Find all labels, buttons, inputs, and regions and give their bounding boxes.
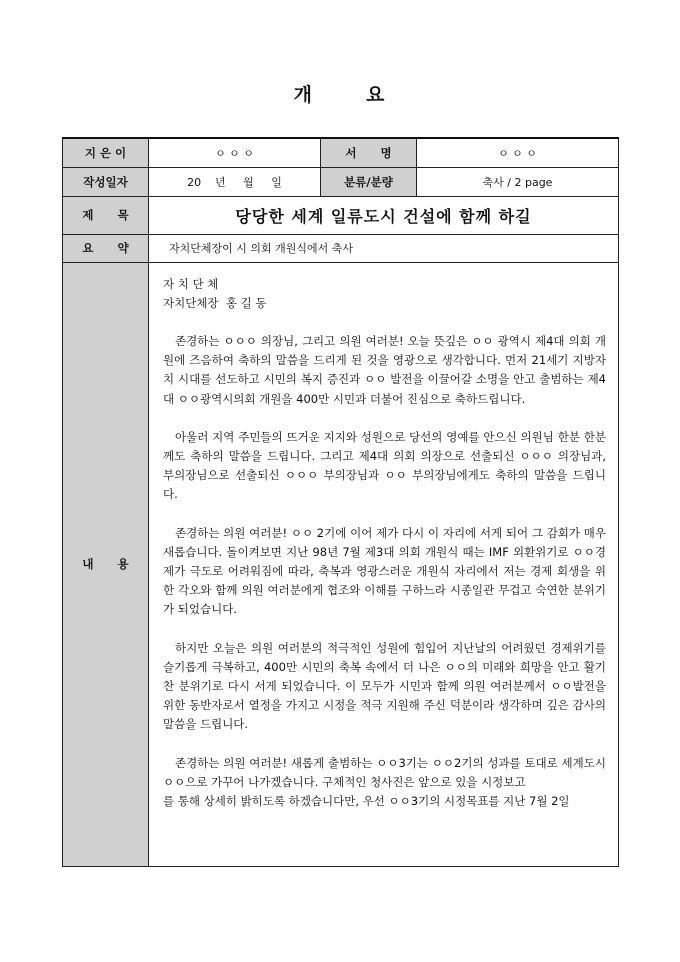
signer-label-char-2: 명: [380, 145, 392, 160]
title-char-1: 개: [293, 84, 314, 106]
content-label-char-2: 용: [117, 557, 129, 571]
summary-label-char-2: 약: [117, 241, 129, 255]
content-body: [149, 262, 619, 866]
signer-value: ㅇ ㅇ ㅇ: [417, 138, 619, 167]
category-label: 분류/분량: [321, 167, 417, 196]
subject-label-char-1: 제: [82, 208, 94, 222]
summary-label: [63, 234, 149, 262]
content-paragraph-tail: 를 통해 상세히 밝히도록 하겠습니다만, 우선 ㅇㅇ3기의 시정목표를 지난 7월 2일: [163, 793, 570, 808]
content-paragraph: 존경하는 의원 여러분! ㅇㅇ 2기에 이어 제가 다시 이 자리에 서게 되어 그 감회가 매우 새롭습니다. 돌이켜보면 지난 98년 7월 제3대 의회 개원식 때는 IMF 외환위기로 ㅇㅇ경제가 극도로 어려워짐에 따라, 축복과 영광스러운 개원식 자리에서 저는 경제 회생을 위한 각오와 함께 의원 여러분에게 협조와 이해를 구하느라 시종일관 무겁고 숙연한 분위기가 되었습니다.: [163, 525, 606, 617]
document-title: [0, 80, 680, 107]
content-header-org: 자 치 단 체: [163, 276, 219, 291]
content-paragraph: 존경하는 의원 여러분! 새롭게 출범하는 ㅇㅇ3기는 ㅇㅇ2기의 성과를 토대로 세계도시 ㅇㅇ으로 가꾸어 나가겠습니다. 구체적인 청사진은 앞으로 있을 시정보고: [163, 755, 606, 789]
subject-label: [63, 196, 149, 234]
signer-label-char-1: 서: [345, 145, 357, 160]
content-paragraph: 존경하는 ㅇㅇㅇ 의장님, 그리고 의원 여러분! 오늘 뜻깊은 ㅇㅇ 광역시 제4대 의회 개원에 즈음하여 축하의 말씀을 드리게 된 것을 영광으로 생각합니다. 먼저 21세기 지방자치 시대를 선도하고 시민의 복지 증진과 ㅇㅇ 발전을 이끌어갈 소명을 안고 출범하는 제4대 ㅇㅇ광역시의회 개원을 400만 시민과 더불어 진심으로 축하드립니다.: [163, 333, 606, 406]
subject-label-char-2: 목: [117, 208, 129, 222]
overview-table: [62, 137, 619, 867]
subject-value: 당당한 세계 일류도시 건설에 함께 하길: [149, 196, 619, 234]
content-header-speaker: 자치단체장 홍 길 동: [163, 295, 267, 310]
summary-value: 자치단체장이 시 의회 개원식에서 축사: [149, 234, 619, 262]
date-label: 작성일자: [63, 167, 149, 196]
date-value: 20 년 월 일: [149, 167, 321, 196]
content-paragraph: 하지만 오늘은 의원 여러분의 적극적인 성원에 힘입어 지난날의 어려웠던 경제위기를 슬기롭게 극복하고, 400만 시민의 축복 속에서 더 나은 ㅇㅇ의 미래와 희망을 안고 활기찬 분위기로 다시 서게 되었습니다. 이 모두가 시민과 함께 의원 여러분께서 ㅇㅇ발전을 위한 동반자로서 열정을 가지고 시정을 적극 지원해 주신 덕분이라 생각하며 깊은 감사의 말씀을 드립니다.: [163, 640, 606, 732]
author-value: ㅇ ㅇ ㅇ: [149, 138, 321, 167]
content-label-char-1: 내: [82, 557, 94, 571]
category-value: 축사 / 2 page: [417, 167, 619, 196]
summary-label-char-1: 요: [82, 241, 94, 255]
signer-label: [321, 138, 417, 167]
content-label: [63, 262, 149, 866]
title-char-2: 요: [366, 84, 387, 106]
content-paragraph: 아울러 지역 주민들의 뜨거운 지지와 성원으로 당선의 영예를 안으신 의원님 한분 한분께도 축하의 말씀을 드립니다. 그리고 제4대 의회 의장으로 선출되신 ㅇㅇㅇ 의장님과, 부의장님으로 선출되신 ㅇㅇㅇ 부의장님과 ㅇㅇ 부의장님에게도 축하의 말씀을 드립니다.: [163, 429, 606, 502]
author-label: 지 은 이: [63, 138, 149, 167]
